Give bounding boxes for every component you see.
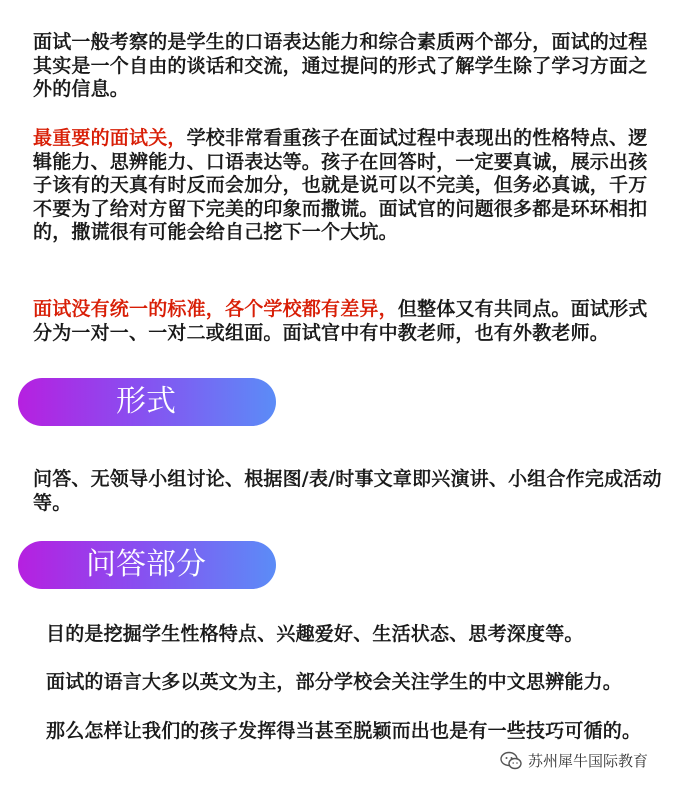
watermark-text: 苏州犀牛国际教育 [528, 752, 649, 770]
standard-paragraph [33, 298, 653, 345]
standard-text: 但整体又有共同点。面试形式分为一对一、一对二或组面。面试官中有中教老师，也有外教老师。 [33, 298, 648, 344]
form-paragraph: 问答、无领导小组讨论、根据图/表/时事文章即兴演讲、小组合作完成活动等。 [33, 468, 662, 514]
qa-item-purpose: 目的是挖掘学生性格特点、兴趣爱好、生活状态、思考深度等。 [46, 623, 584, 645]
section-header-qa [18, 541, 276, 589]
section-header-form [18, 378, 276, 426]
qa-item-language: 面试的语言大多以英文为主，部分学校会关注学生的中文思辨能力。 [46, 671, 623, 693]
qa-item-tips: 那么怎样让我们的孩子发挥得当甚至脱颖而出也是有一些技巧可循的。 [46, 720, 642, 742]
importance-text: 学校非常看重孩子在面试过程中表现出的性格特点、逻辑能力、思辨能力、口语表达等。孩子在回答时，一定要真诚，展示出孩子该有的天真有时反而会加分，也就是说可以不完美，但务必真诚，千万不要为了给对方留下完美的印象而撒谎。面试官的问题很多都是环环相扣的，撒谎很有可能会给自己挖下一个大坑。 [33, 127, 648, 243]
watermark [500, 750, 648, 771]
importance-highlight: 最重要的面试关， [33, 127, 187, 149]
section-title-form: 形式 [116, 384, 176, 419]
importance-paragraph [33, 127, 653, 245]
wechat-icon [500, 751, 522, 771]
section-title-qa: 问答部分 [86, 547, 206, 582]
standard-highlight: 面试没有统一的标准，各个学校都有差异， [33, 298, 398, 320]
intro-paragraph: 面试一般考察的是学生的口语表达能力和综合素质两个部分，面试的过程其实是一个自由的谈话和交流，通过提问的形式了解学生除了学习方面之外的信息。 [33, 31, 648, 100]
